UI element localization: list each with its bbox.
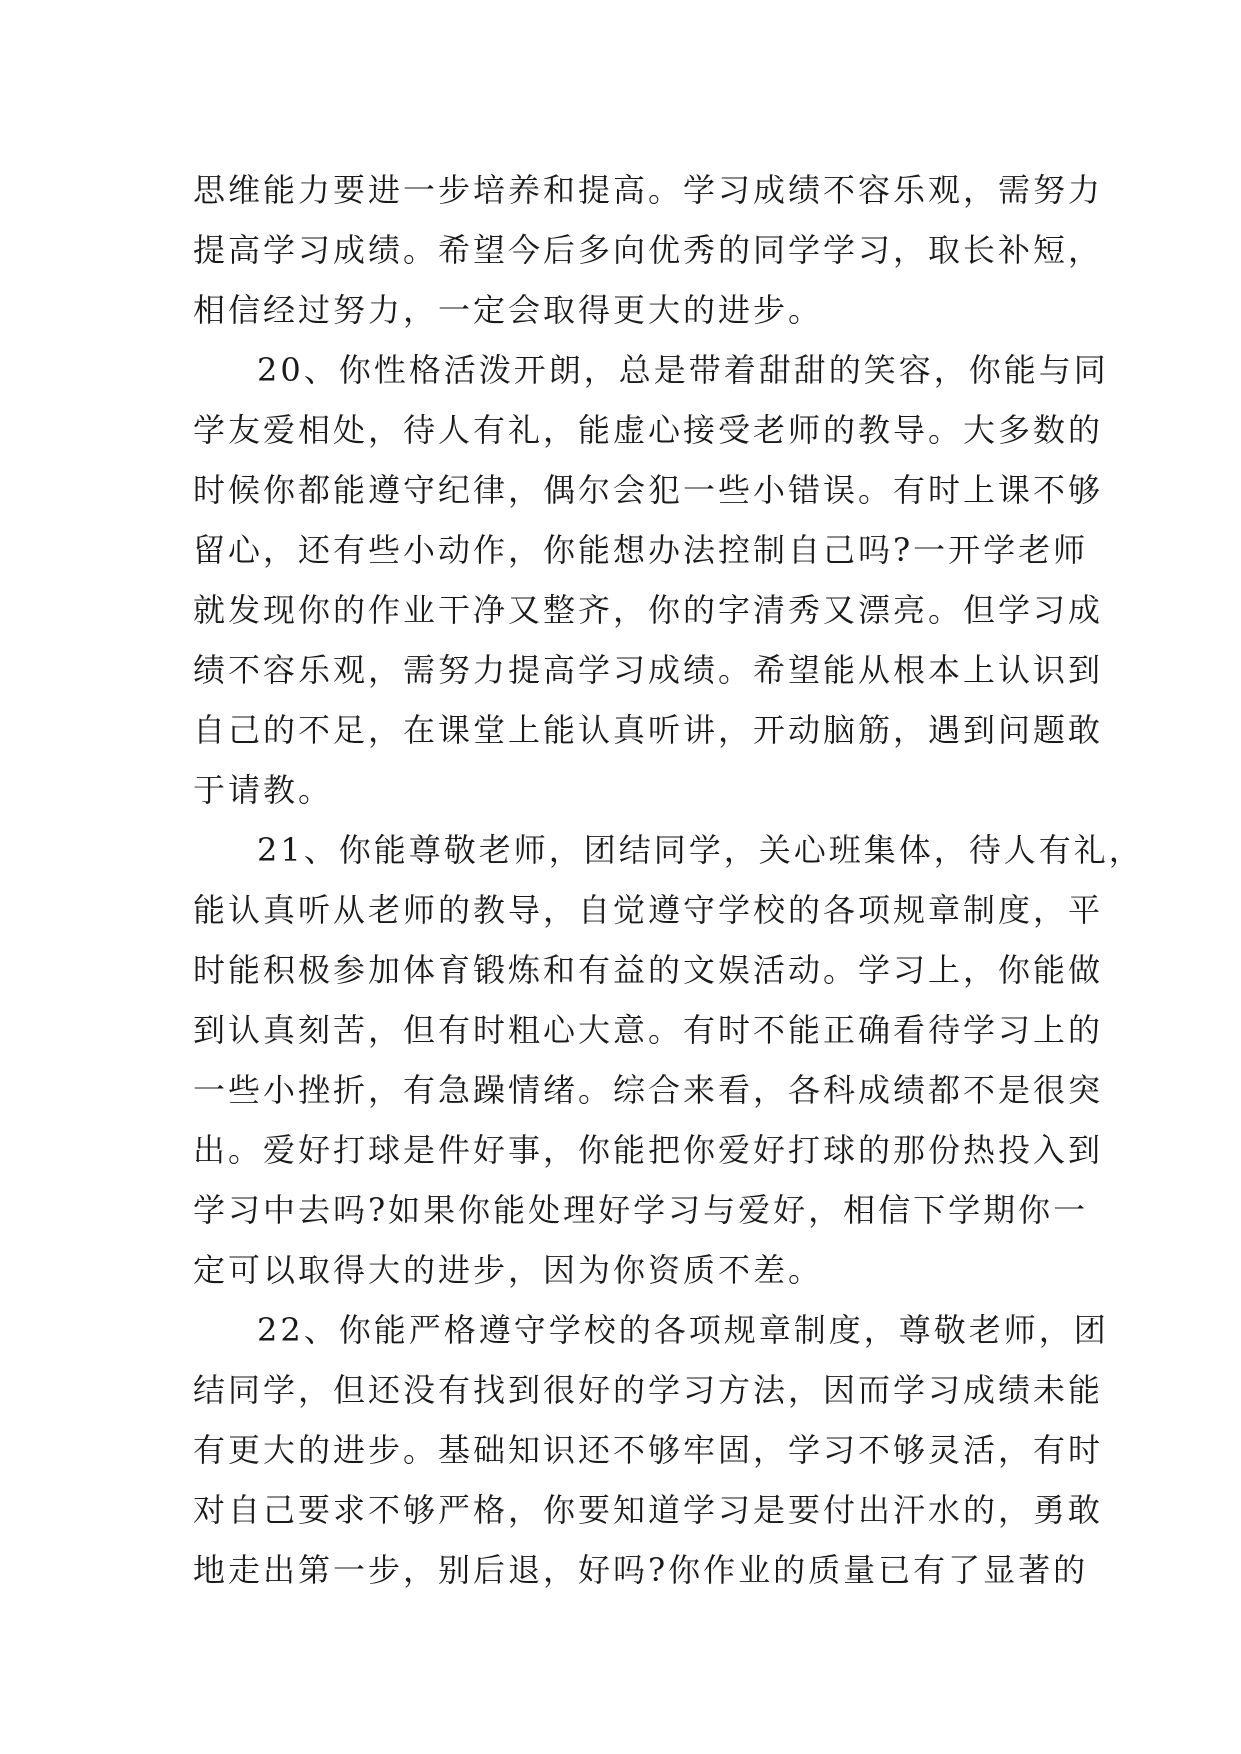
body-text [193, 160, 1144, 1600]
text-line: 提高学习成绩。希望今后多向优秀的同学学习，取长补短， [193, 231, 1104, 269]
text-line: 学友爱相处，待人有礼，能虚心接受老师的教导。大多数的 [193, 411, 1104, 449]
text-line: 相信经过努力，一定会取得更大的进步。 [193, 291, 824, 329]
text-line: 时候你都能遵守纪律，偶尔会犯一些小错误。有时上课不够 [193, 471, 1104, 509]
text-line: 有更大的进步。基础知识还不够牢固，学习不够灵活，有时 [193, 1431, 1104, 1469]
paragraph-start-20: 20、你性格活泼开朗，总是带着甜甜的笑容，你能与同 [257, 351, 1109, 389]
text-line: 思维能力要进一步培养和提高。学习成绩不容乐观，需努力 [193, 171, 1104, 209]
text-line: 就发现你的作业干净又整齐，你的字清秀又漂亮。但学习成 [193, 591, 1104, 629]
text-line: 对自己要求不够严格，你要知道学习是要付出汗水的，勇敢 [193, 1491, 1104, 1529]
text-line: 出。爱好打球是件好事，你能把你爱好打球的那份热投入到 [193, 1131, 1104, 1169]
text-line: 地走出第一步，别后退，好吗?你作业的质量已有了显著的 [193, 1551, 1089, 1589]
text-line: 结同学，但还没有找到很好的学习方法，因而学习成绩未能 [193, 1371, 1104, 1409]
text-line: 留心，还有些小动作，你能想办法控制自己吗?一开学老师 [193, 531, 1089, 569]
text-line: 能认真听从老师的教导，自觉遵守学校的各项规章制度，平 [193, 891, 1104, 929]
paragraph-start-22: 22、你能严格遵守学校的各项规章制度，尊敬老师，团 [257, 1311, 1109, 1349]
text-line: 于请教。 [193, 771, 334, 809]
text-line: 时能积极参加体育锻炼和有益的文娱活动。学习上，你能做 [193, 951, 1104, 989]
paragraph-start-21: 21、你能尊敬老师，团结同学，关心班集体，待人有礼， [257, 831, 1144, 869]
text-line: 到认真刻苦，但有时粗心大意。有时不能正确看待学习上的 [193, 1011, 1104, 1049]
text-line: 绩不容乐观，需努力提高学习成绩。希望能从根本上认识到 [193, 651, 1104, 689]
text-line: 一些小挫折，有急躁情绪。综合来看，各科成绩都不是很突 [193, 1071, 1104, 1109]
text-line: 学习中去吗?如果你能处理好学习与爱好，相信下学期你一 [193, 1191, 1089, 1229]
text-line: 自己的不足，在课堂上能认真听讲，开动脑筋，遇到问题敢 [193, 711, 1104, 749]
text-line: 定可以取得大的进步，因为你资质不差。 [193, 1251, 824, 1289]
